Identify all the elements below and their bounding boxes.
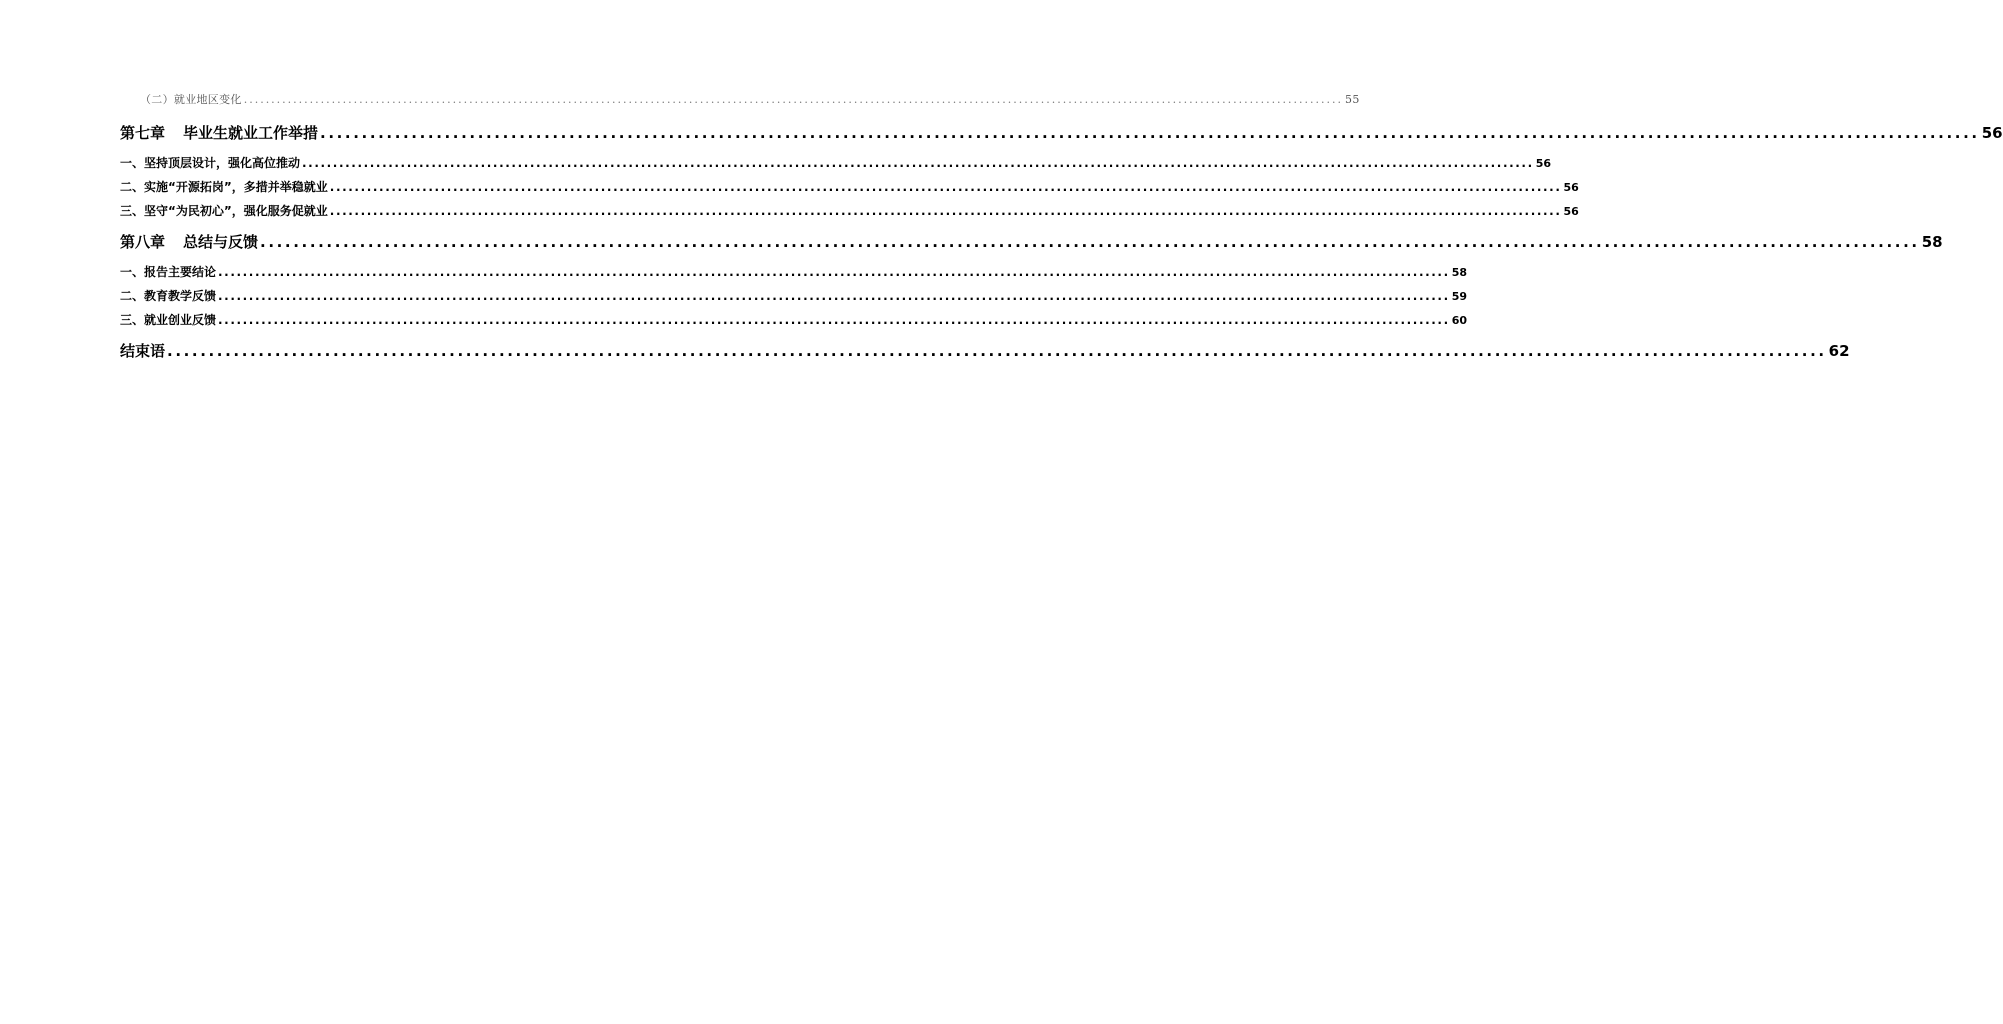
toc-leader-dots: ........................................................................................................................................................................................................: [218, 265, 1450, 279]
toc-leader-dots: ........................................................................................................................................................................................................: [218, 289, 1450, 303]
toc-chapter-title: 毕业生就业工作举措: [183, 124, 319, 142]
toc-entry-section[interactable]: [120, 311, 1468, 328]
toc-page-number: 58: [1451, 266, 1468, 279]
toc-leader-dots: ........................................................................................................................................................................................................: [260, 233, 1920, 251]
toc-page-number: 60: [1451, 314, 1468, 327]
toc-leader-dots: ........................................................................................................................................................................................................: [320, 124, 1980, 142]
toc-chapter-heading: [120, 231, 258, 252]
toc-page-number: 56: [1981, 124, 2003, 142]
toc-entry-chapter-8[interactable]: [120, 231, 1943, 252]
toc-entry-section[interactable]: [120, 287, 1468, 304]
toc-entry-label: 三、坚守“为民初心”，强化服务促就业: [120, 204, 328, 218]
toc-chapter-number: 第八章: [120, 233, 166, 251]
toc-leader-dots: ........................................................................................................................................................................................................: [302, 156, 1534, 170]
toc-entry-section[interactable]: [120, 178, 1579, 195]
toc-page-number: 58: [1921, 233, 1943, 251]
toc-leader-dots: ........................................................................................................................................................................................................: [243, 93, 1344, 106]
toc-leader-dots: ........................................................................................................................................................................................................: [167, 342, 1827, 360]
toc-chapter-title: 总结与反馈: [183, 233, 259, 251]
toc-entry-label: 一、报告主要结论: [120, 265, 217, 279]
toc-entry-section[interactable]: [120, 154, 1552, 171]
toc-entry-section[interactable]: [120, 202, 1579, 219]
toc-entry-label: （二）就业地区变化: [140, 93, 242, 106]
toc-entry-closing[interactable]: [120, 340, 1850, 361]
toc-leader-dots: ........................................................................................................................................................................................................: [218, 313, 1450, 327]
toc-leader-dots: ........................................................................................................................................................................................................: [329, 204, 1562, 218]
toc-chapter-number: 第七章: [120, 124, 166, 142]
toc-page-number: 56: [1563, 205, 1579, 218]
toc-entry-chapter-7[interactable]: [120, 122, 2003, 143]
toc-entry-section[interactable]: [120, 263, 1468, 280]
toc-page-number: 56: [1563, 181, 1579, 194]
toc-entry-label: 结束语: [120, 342, 166, 360]
toc-entry-label: 一、坚持顶层设计，强化高位推动: [120, 156, 301, 170]
toc-page-number: 62: [1828, 342, 1850, 360]
toc-entry-label: 三、就业创业反馈: [120, 313, 217, 327]
toc-chapter-heading: [120, 122, 318, 143]
toc-page-number: 59: [1451, 290, 1468, 303]
toc-entry-subsection[interactable]: [140, 91, 1360, 107]
toc-page-number: 55: [1345, 93, 1360, 106]
toc-entry-label: 二、实施“开源拓岗”，多措并举稳就业: [120, 180, 328, 194]
toc-leader-dots: ........................................................................................................................................................................................................: [329, 180, 1562, 194]
toc-page-number: 56: [1535, 157, 1552, 170]
toc-entry-label: 二、教育教学反馈: [120, 289, 217, 303]
